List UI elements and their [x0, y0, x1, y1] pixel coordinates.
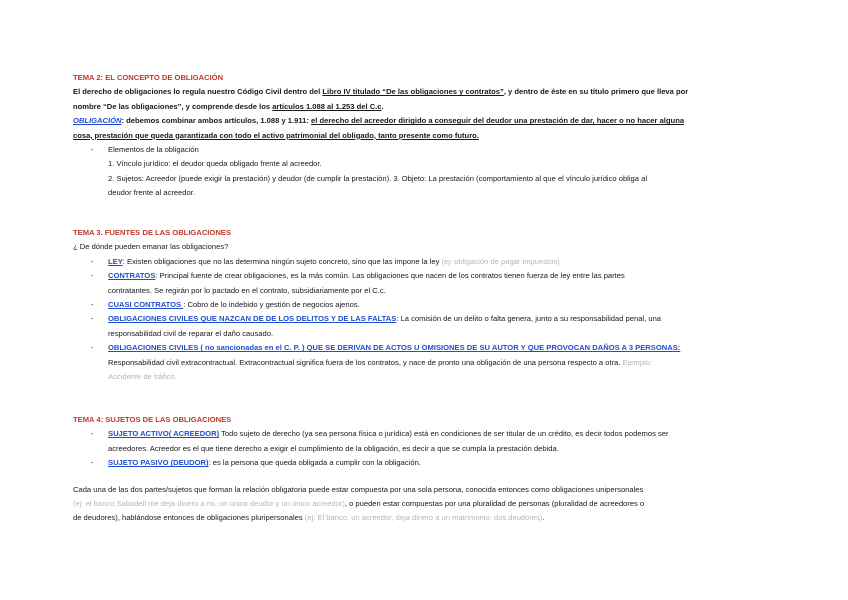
- articulos-reference: artículos 1.088 al 1.253 del C.c: [272, 101, 382, 111]
- contratos-link: CONTRATOS: [108, 271, 156, 281]
- fuente-contratos-cont: contratantes. Se regirán por lo pactado en el contrato, subsidiariamente por el C.c.: [108, 285, 386, 295]
- sujeto-activo-link: SUJETO ACTIVO( ACREEDOR): [108, 429, 220, 439]
- tema-3-title: TEMA 3. FUENTES DE LAS OBLIGACIONES: [73, 228, 231, 237]
- obligacion-definition-line-1: OBLIGACIÓN: debemos combinar ambos artículos, 1.088 y 1.911: el derecho del acreedor dirigido a conseguir del deudor una prestación de dar, hacer o no hacer alguna: [73, 116, 685, 126]
- sujeto-pasivo-link: SUJETO PASIVO (DEUDOR): [108, 458, 209, 468]
- civiles-link: OBLIGACIONES CIVILES ( no sancionadas en el C. P. ) QUE SE DERIVAN DE ACTOS U OMISIONES DE SU AUTOR Y QUE PROVOCAN DAÑOS A 3 PERSONAS:: [108, 343, 681, 353]
- tema-2-title: TEMA 2: EL CONCEPTO DE OBLIGACIÓN: [73, 73, 224, 82]
- fuente-contratos: - CONTRATOS: Principal fuente de crear obligaciones, es la más común. Las obligaciones que nacen de los contratos tienen fuerza de ley entre las partes: [73, 269, 773, 283]
- elemento-sujetos-objeto: 2. Sujetos: Acreedor (puede exigir la prestación) y deudor (de cumplir la prestación). 3. Objeto: La prestación (comportamiento al que el vínculo jurídico obliga al: [108, 173, 648, 183]
- fuente-cuasi-contratos: - CUASI CONTRATOS : Cobro de lo indebido y gestión de negocios ajenos.: [73, 298, 773, 312]
- fuente-civiles-example: Accidente de tráfico.: [108, 372, 177, 382]
- sujetos-paragraph-line-2: (ej: el banco Sabadell me deja dinero a mi, un único deudor y un único acreedor), o pueden estar compuestas por una pluralidad de personas (pluralidad de acreedores o: [73, 499, 645, 509]
- section-tema-3: [73, 226, 773, 384]
- fuente-delitos: - OBLIGACIONES CIVILES QUE NAZCAN DE DE LOS DELITOS Y DE LAS FALTAS: La comisión de un delito o falta genera, junto a su responsabilidad penal, una: [73, 312, 773, 326]
- fuente-civiles: [73, 341, 773, 355]
- elementos-list-item: - Elementos de la obligación: [73, 143, 773, 157]
- tema-4-title: TEMA 4: SUJETOS DE LAS OBLIGACIONES: [73, 415, 232, 424]
- fuente-ley: - LEY: Existen obligaciones que no las determina ningún sujeto concreto, sino que las impone la ley (ej: obligación de pagar impuestos): [73, 255, 773, 269]
- tema-2-paragraph-line-2: nombre “De las obligaciones”, y comprende desde los artículos 1.088 al 1.253 del C.c.: [73, 101, 384, 111]
- obligacion-definition-line-2: cosa, prestación que queda garantizada con todo el activo patrimonial del obligado, tanto presente como futuro.: [73, 130, 479, 140]
- fuente-delitos-cont: responsabilidad civil de reparar el daño causado.: [108, 328, 274, 338]
- section-tema-2: [73, 71, 773, 201]
- sujeto-pasivo: - SUJETO PASIVO (DEUDOR): es la persona que queda obligada a cumplir con la obligación.: [73, 456, 773, 470]
- sujeto-activo: - SUJETO ACTIVO( ACREEDOR) Todo sujeto de derecho (ya sea persona física o jurídica) está en condiciones de ser titular de un crédito, es decir todos podemos ser: [73, 427, 773, 441]
- ley-link: LEY: [108, 256, 123, 266]
- tema-3-question: ¿ De dónde pueden emanar las obligaciones?: [73, 242, 229, 252]
- elemento-vinculo: 1. Vínculo jurídico: el deudor queda obligado frente al acreedor.: [108, 159, 322, 169]
- sujeto-activo-cont: acreedores. Acreedor es el que tiene derecho a exigir el cumplimiento de la obligación, es decir a que se cumpla la prestación debida.: [108, 443, 559, 453]
- elemento-sujetos-objeto-cont: deudor frente al acreedor.: [108, 188, 195, 198]
- fuente-civiles-text: Responsabilidad civil extracontractual. Extracontractual significa fuera de los contratos, y nace de pronto una obligación de una persona respecto a otra. Ejemplo:: [108, 357, 653, 367]
- tema-2-paragraph-line-1: El derecho de obligaciones lo regula nuestro Código Civil dentro del Libro IV titulado “De las obligaciones y contratos”, y dentro de éste en su título primero que lleva por: [73, 87, 689, 97]
- cuasi-contratos-link: CUASI CONTRATOS: [108, 300, 184, 310]
- sujetos-paragraph-line-1: Cada una de las dos partes/sujetos que forman la relación obligatoria puede estar compuesta por una sola persona, conocida entonces como obligaciones unipersonales: [73, 484, 644, 494]
- sujetos-paragraph-line-3: de deudores), hablándose entonces de obligaciones pluripersonales (ej: El banco, un acreedor, deja dinero a un matrimonio, dos deudores).: [73, 513, 545, 523]
- obligacion-term: OBLIGACIÓN: [73, 116, 122, 126]
- delitos-link: OBLIGACIONES CIVILES QUE NAZCAN DE DE LOS DELITOS Y DE LAS FALTAS: [108, 314, 397, 324]
- libro-iv-reference: Libro IV titulado “De las obligaciones y contratos”: [322, 87, 504, 97]
- section-tema-4: [73, 413, 773, 526]
